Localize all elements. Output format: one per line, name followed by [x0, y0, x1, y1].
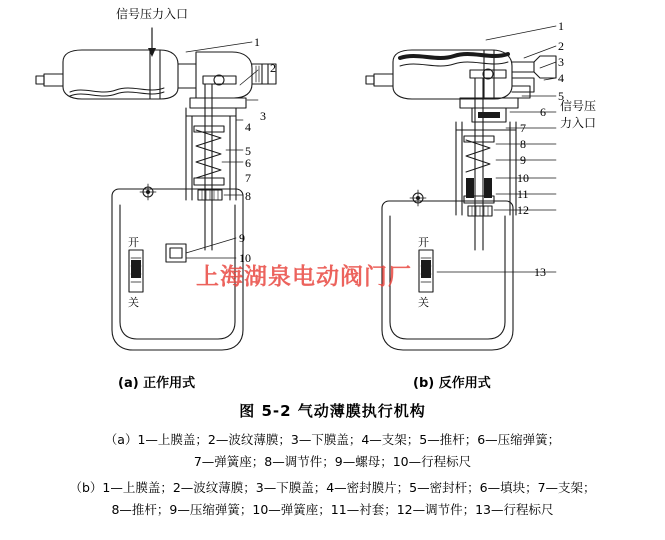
- caption-a: (a) 正作用式: [118, 376, 196, 391]
- callout-b-7: 7: [520, 121, 526, 135]
- callout-a-7: 7: [245, 171, 251, 185]
- figure-title: 图 5-2 气动薄膜执行机构: [239, 402, 426, 420]
- callout-a-4: 4: [245, 120, 251, 134]
- callout-b-8: 8: [520, 137, 526, 151]
- callout-a-10: 10: [239, 251, 251, 265]
- legend-line-4: 8—推杆；9—压缩弹簧；10—弹簧座；11—衬套；12—调节件；13—行程标尺: [111, 502, 554, 517]
- callout-a-8: 8: [245, 189, 251, 203]
- caption-b: (b) 反作用式: [413, 376, 491, 391]
- callout-b-10: 10: [517, 171, 529, 185]
- callout-a-5: 5: [245, 144, 251, 158]
- signal-inlet-label-top: 信号压力入口: [116, 7, 189, 21]
- callout-b-6: 6: [540, 105, 546, 119]
- callout-a-2: 2: [270, 61, 276, 75]
- callout-b-11: 11: [517, 187, 529, 201]
- callout-a-9: 9: [239, 231, 245, 245]
- open-label-b: 开: [418, 236, 429, 249]
- watermark: 上海湖泉电动阀门厂: [196, 264, 412, 290]
- callout-b-13: 13: [534, 265, 546, 279]
- callout-a-1: 1: [254, 35, 260, 49]
- callout-b-1: 1: [558, 19, 564, 33]
- signal-inlet-label-right-line2: 力入口: [560, 116, 597, 130]
- legend-line-3: （b）1—上膜盖；2—波纹薄膜；3—下膜盖；4—密封膜片；5—密封杆；6—填块；7—支架；: [69, 480, 596, 495]
- callout-b-2: 2: [558, 39, 564, 53]
- callout-b-3: 3: [558, 55, 564, 69]
- signal-inlet-label-right-line1: 信号压: [560, 99, 597, 113]
- legend-line-2: 7—弹簧座；8—调节件；9—螺母；10—行程标尺: [193, 454, 472, 469]
- legend-line-1: （a）1—上膜盖；2—波纹薄膜；3—下膜盖；4—支架；5—推杆；6—压缩弹簧；: [104, 432, 561, 447]
- open-label-a: 开: [128, 236, 139, 249]
- callout-b-4: 4: [558, 71, 564, 85]
- close-label-a: 关: [128, 296, 139, 309]
- callout-b-9: 9: [520, 153, 526, 167]
- callout-a-3: 3: [260, 109, 266, 123]
- callout-b-5: 5: [558, 89, 564, 103]
- close-label-b: 关: [418, 296, 429, 309]
- callout-a-6: 6: [245, 156, 251, 170]
- callout-b-12: 12: [517, 203, 529, 217]
